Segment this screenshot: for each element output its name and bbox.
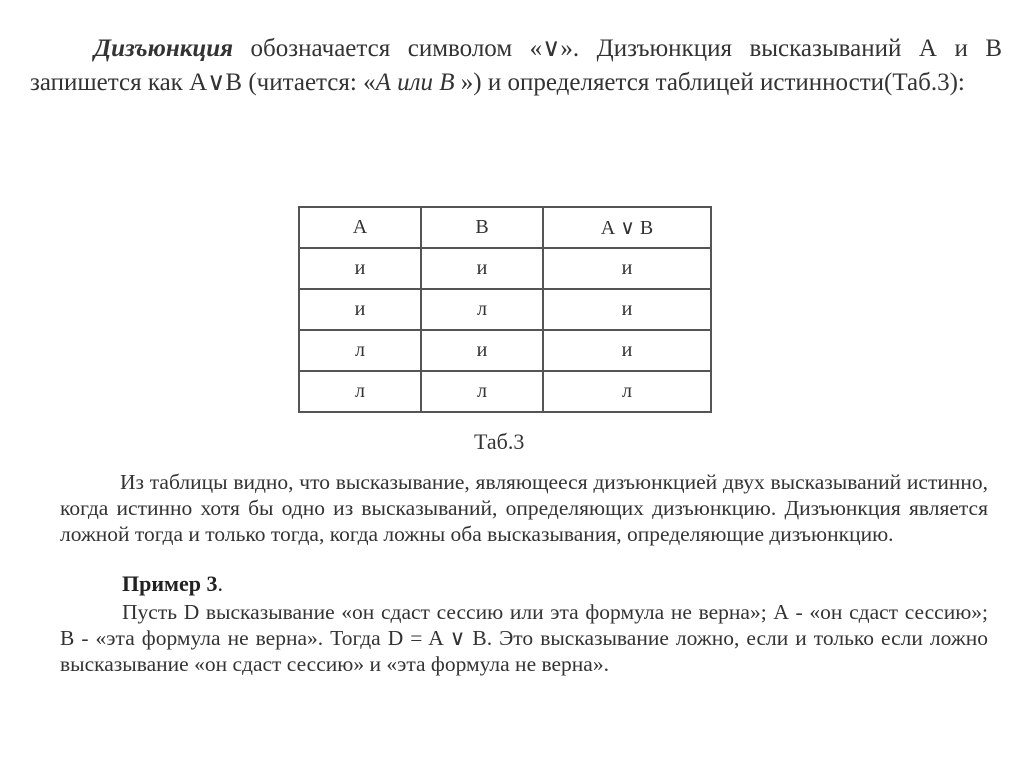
table-cell: л	[299, 371, 421, 412]
table-row	[299, 330, 711, 371]
table-cell: и	[421, 330, 543, 371]
intro-reading: А или В	[375, 69, 455, 96]
example-title	[122, 571, 223, 597]
table-row	[299, 289, 711, 330]
intro-text-2: ») и определяется таблицей истинности(Таб.3):	[454, 69, 965, 96]
table-row	[299, 248, 711, 289]
intro-text-1: обозначается символом «∨». Дизъюнкция высказываний А и В запишется как А∨В (читается: «	[30, 35, 1002, 96]
example-title-suffix: .	[217, 571, 224, 596]
table-header-row	[299, 207, 711, 248]
table-cell: и	[543, 248, 711, 289]
term-disjunction: Дизъюнкция	[94, 35, 234, 62]
table-cell: л	[421, 371, 543, 412]
explanation-paragraph: Из таблицы видно, что высказывание, являющееся дизъюнкцией двух высказываний истинно, когда истинно хотя бы одно из высказываний, определяющих дизъюнкцию. Дизъюнкция является ложной тогда и только тогда, когда ложны оба высказывания, определяющие дизъюнкцию.	[60, 470, 988, 546]
example-paragraph: Пусть D высказывание «он сдаст сессию или эта формула не верна»; А - «он сдаст сессию»; В - «эта формула не верна». Тогда D = A ∨ B. Это высказывание ложно, если и только если ложно высказывание «он сдаст сессию» и «эта формула не верна».	[60, 600, 988, 676]
table-cell: л	[299, 330, 421, 371]
table-cell: л	[421, 289, 543, 330]
table-cell: и	[421, 248, 543, 289]
table-cell: и	[299, 289, 421, 330]
table-cell: и	[543, 330, 711, 371]
intro-paragraph	[30, 32, 1002, 100]
table-header-a-or-b: А ∨ В	[543, 207, 711, 248]
example-title-text: Пример 3	[122, 571, 218, 596]
table-caption: Таб.3	[474, 429, 525, 454]
table-cell: л	[543, 371, 711, 412]
table-header-a: А	[299, 207, 421, 248]
table-row	[299, 371, 711, 412]
table-cell: и	[543, 289, 711, 330]
truth-table	[298, 206, 712, 413]
table-cell: и	[299, 248, 421, 289]
table-header-b: В	[421, 207, 543, 248]
